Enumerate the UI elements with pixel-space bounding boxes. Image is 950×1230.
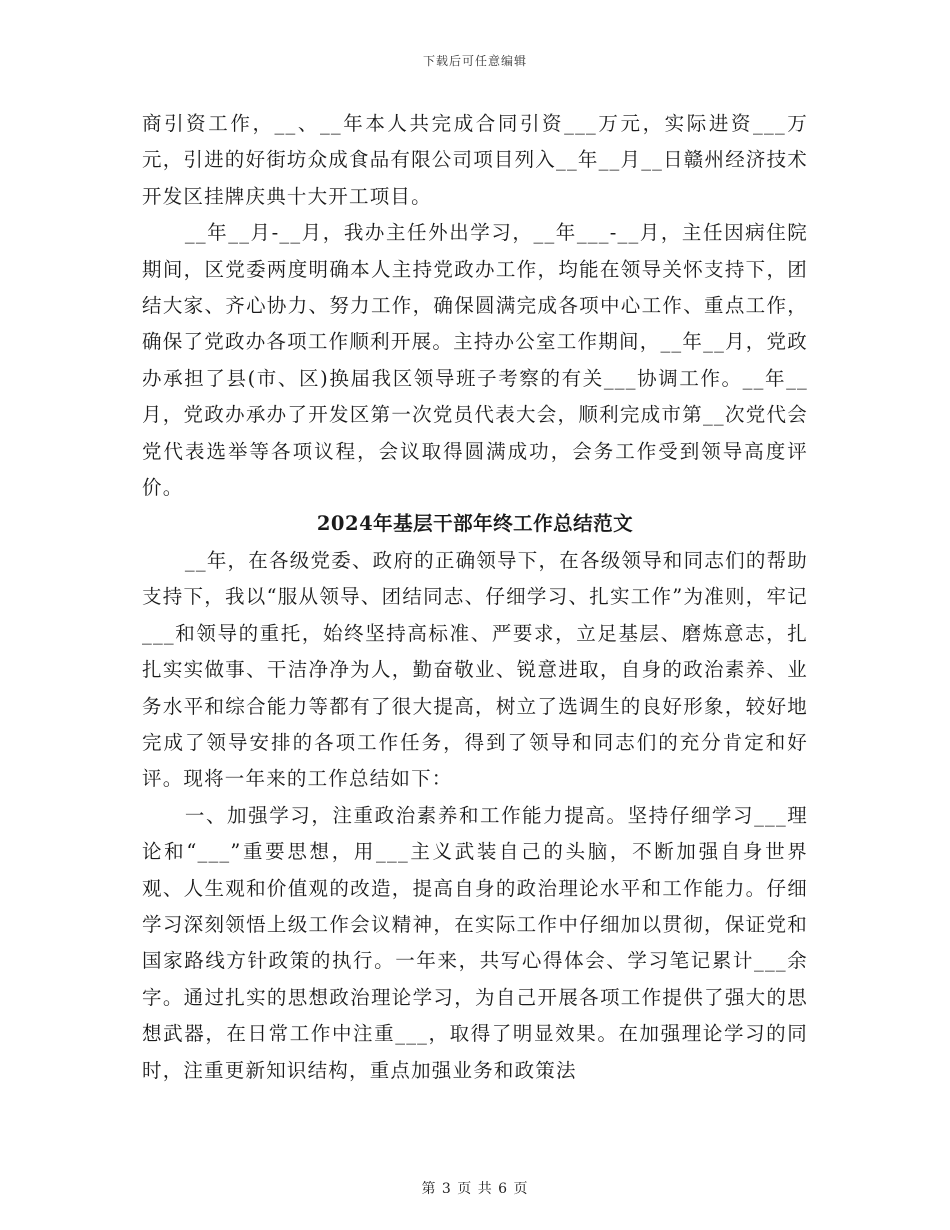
paragraph-intro: __年，在各级党委、政府的正确领导下，在各级领导和同志们的帮助支持下，我以“服从领导、团结同志、仔细学习、扎实工作”为准则，牢记___和领导的重托，始终坚持高标准、严要求，立足基层、磨炼意志，扎扎实实做事、干洁净净为人，勤奋敬业、锐意进取，自身的政治素养、业务水平和综合能力等都有了很大提高，树立了选调生的良好形象，较好地完成了领导安排的各项工作任务，得到了领导和同志们的充分肯定和好评。现将一年来的工作总结如下： bbox=[142, 548, 808, 791]
paragraph-section-one: 一、加强学习，注重政治素养和工作能力提高。坚持仔细学习___理论和“___”重要思想，用___主义武装自己的头脑，不断加强自身世界观、人生观和价值观的改造，提高自身的政治理论水平和工作能力。仔细学习深刻领悟上级工作会议精神，在实际工作中仔细加以贯彻，保证党和国家路线方针政策的执行。一年来，共写心得体会、学习笔记累计___余字。通过扎实的思想政治理论学习，为自己开展各项工作提供了强大的思想武器，在日常工作中注重___，取得了明显效果。在加强理论学习的同时，注重更新知识结构，重点加强业务和政策法 bbox=[142, 803, 808, 1082]
paragraph-acting-director: __年__月-__月，我办主任外出学习，__年___-__月，主任因病住院期间，区党委两度明确本人主持党政办工作，均能在领导关怀支持下，团结大家、齐心协力、努力工作，确保圆满完成各项中心工作、重点工作，确保了党政办各项工作顺利开展。主持办公室工作期间，__年__月，党政办承担了县(市、区)换届我区领导班子考察的有关___协调工作。__年__月，党政办承办了开发区第一次党员代表大会，顺利完成市第__次党代会党代表选举等各项议程，会议取得圆满成功，会务工作受到领导高度评价。 bbox=[142, 221, 808, 500]
document-title: 2024年基层干部年终工作总结范文 bbox=[316, 512, 634, 536]
document-body bbox=[142, 106, 808, 1089]
page-footer: 第 3 页 共 6 页 bbox=[421, 1181, 529, 1197]
page-header: 下载后可任意编辑 bbox=[422, 54, 527, 68]
paragraph-continuation: 商引资工作，__、__年本人共完成合同引资___万元，实际进资___万元，引进的好街坊众成食品有限公司项目列入__年__月__日赣州经济技术开发区挂牌庆典十大开工项目。 bbox=[142, 112, 809, 208]
